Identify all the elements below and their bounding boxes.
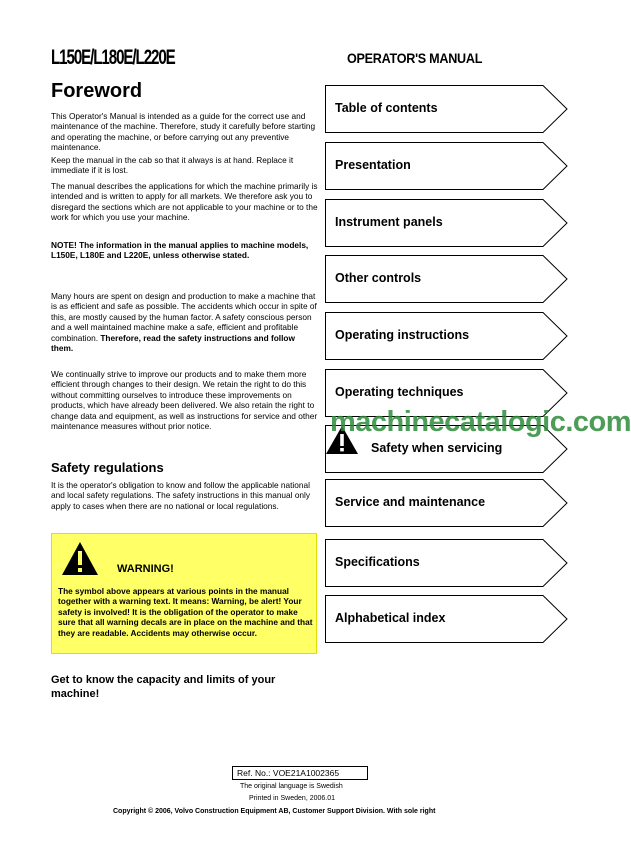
foreword-paragraph-2: Keep the manual in the cab so that it always is at hand. Replace it immediate if it is lost.: [51, 155, 294, 176]
toc-tab-other-controls[interactable]: [325, 255, 568, 303]
copyright-line: Copyright © 2006, Volvo Construction Equipment AB, Customer Support Division. With sole right: [113, 808, 436, 815]
reference-number: Ref. No.: VOE21A1002365: [232, 766, 368, 780]
toc-label: Operating techniques: [335, 385, 464, 399]
warning-text: The symbol above appears at various points in the manual together with a warning text. It means: Warning, be alert! Your safety is involved! It is the obligation of the operator to make sure that all warning decals are in place on the machine and that they are readable. Accidents may otherwise occur.: [58, 586, 313, 638]
toc-label: Operating instructions: [335, 328, 470, 342]
safety-text: It is the operator's obligation to know and follow the applicable national and local safety regulations. The safety instructions in this manual only apply to cases when there are no national or local regulations.: [51, 480, 311, 511]
original-language-note: The original language is Swedish: [240, 783, 343, 790]
toc-tab-instrument-panels[interactable]: [325, 199, 568, 247]
foreword-paragraph-5: We continually strive to improve our products and to make them more efficient through changes to their design. We retain the right to do this without committing ourselves to introduce these improvements on products, which have already been delivered. We also retain the right to change data and equipment, as well as instructions for service and other maintenance measures without prior notice.: [51, 369, 318, 432]
warning-title: WARNING!: [117, 563, 174, 575]
print-info: Printed in Sweden, 2006.01: [249, 795, 336, 802]
toc-label: Presentation: [335, 158, 411, 172]
foreword-paragraph-3: The manual describes the applications for which the machine primarily is intended and is written to apply for all markets. We therefore ask you to disregard the sections which are not applicable to your machine or to the work for which you use your machine.: [51, 181, 318, 223]
paragraph-4-text: Many hours are spent on design and production to make a machine that is as efficient and safe as possible. The accidents which occur in spite of this, are mostly caused by the human factor. A safety conscious person and a well maintained machine make a safe, efficient and profitable combination.: [51, 291, 317, 343]
manual-type-label: OPERATOR'S MANUAL: [347, 50, 483, 66]
safety-heading: Safety regulations: [51, 460, 164, 475]
toc-tab-presentation[interactable]: [325, 142, 568, 190]
toc-label: Service and maintenance: [335, 495, 486, 509]
foreword-note: NOTE! The information in the manual applies to machine models, L150E, L180E and L220E, unless otherwise stated.: [51, 240, 309, 261]
toc-label: Alphabetical index: [335, 611, 446, 625]
page-title: Foreword: [51, 80, 143, 102]
model-title: L150E/L180E/L220E: [51, 46, 175, 69]
paragraph-4-bold: Therefore, read the safety instructions and follow them.: [51, 332, 295, 354]
toc-tab-table-of-contents[interactable]: [325, 85, 568, 133]
toc-label: Other controls: [335, 271, 422, 285]
toc-tab-alphabetical-index[interactable]: [325, 595, 568, 643]
toc-label: Specifications: [335, 555, 420, 569]
toc-label: Safety when servicing: [371, 441, 503, 455]
watermark-text: machinecatalogic.com: [330, 406, 631, 438]
toc-tab-service-and-maintenance[interactable]: [325, 479, 568, 527]
toc-tab-operating-instructions[interactable]: [325, 312, 568, 360]
warning-box: [51, 533, 317, 654]
toc-label: Instrument panels: [335, 215, 443, 229]
closing-heading: Get to know the capacity and limits of your machine!: [51, 674, 276, 700]
foreword-paragraph-1: This Operator's Manual is intended as a guide for the correct use and maintenance of the machine. Therefore, study it carefully before starting and operating the machine, or before carrying out any preventive maintenance.: [51, 111, 316, 153]
warning-triangle-icon: [61, 541, 99, 576]
toc-tab-specifications[interactable]: [325, 539, 568, 587]
toc-label: Table of contents: [335, 101, 438, 115]
foreword-paragraph-4: [51, 291, 318, 353]
